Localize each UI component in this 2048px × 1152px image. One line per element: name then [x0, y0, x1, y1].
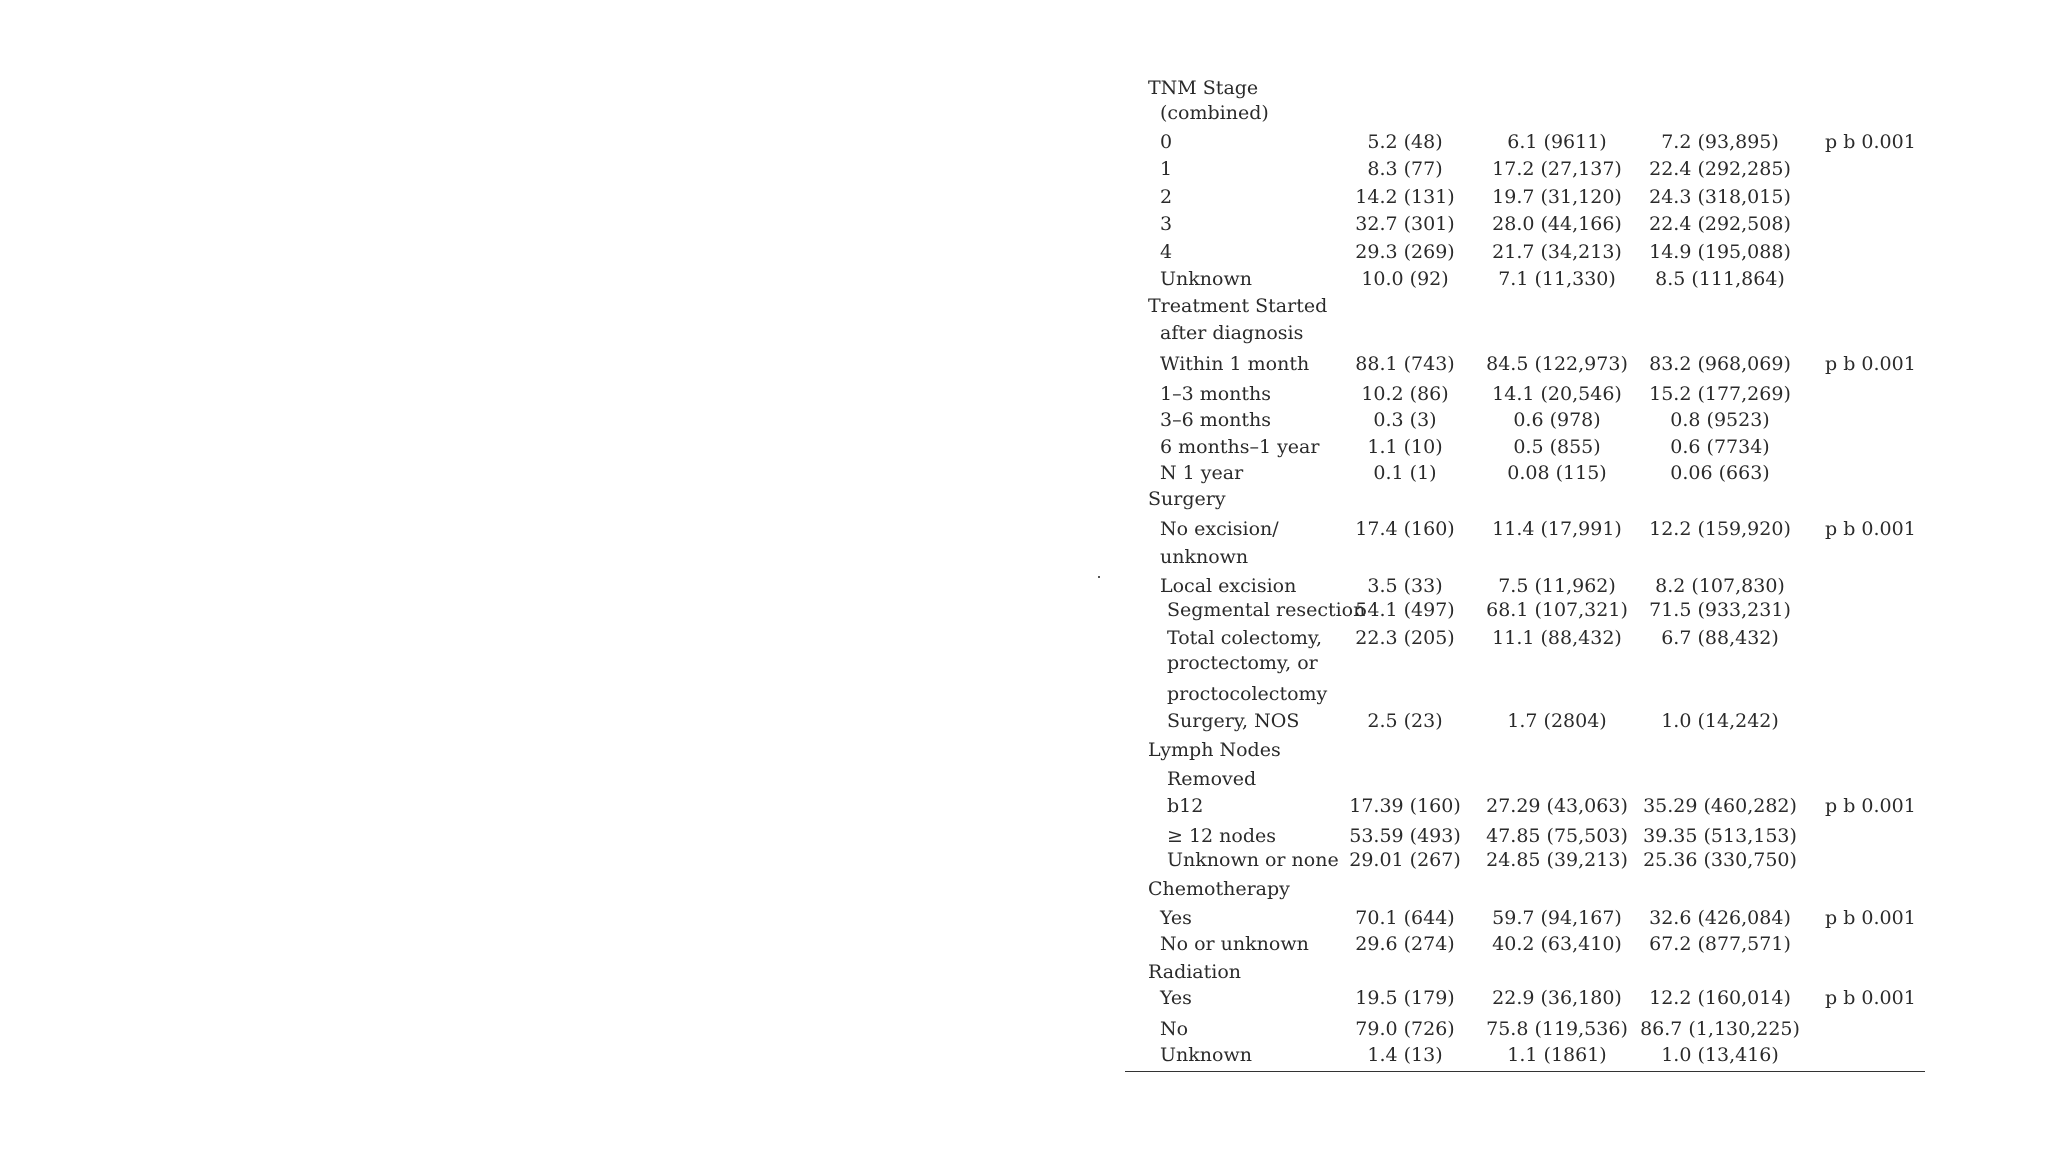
cell-col-b: 21.7 (34,213) — [1492, 241, 1622, 263]
cell-col-c: 14.9 (195,088) — [1649, 241, 1791, 263]
cell-col-c: 24.3 (318,015) — [1649, 186, 1791, 208]
cell-col-b: 68.1 (107,321) — [1486, 599, 1628, 621]
cell-col-b: 14.1 (20,546) — [1492, 383, 1622, 405]
cell-col-b: 27.29 (43,063) — [1486, 795, 1628, 817]
table-row — [0, 157, 2048, 181]
row-label: after diagnosis — [1160, 322, 1304, 344]
cell-col-c: 15.2 (177,269) — [1649, 383, 1791, 405]
row-label: 4 — [1160, 241, 1173, 263]
cell-col-a: 70.1 (644) — [1355, 907, 1455, 929]
row-label: No — [1160, 1018, 1189, 1040]
cell-p-value: p b 0.001 — [1825, 987, 1916, 1009]
row-label: 1–3 months — [1160, 383, 1272, 405]
cell-col-b: 1.1 (1861) — [1507, 1044, 1607, 1066]
table-row — [0, 848, 2048, 872]
row-label: Lymph Nodes — [1148, 739, 1281, 761]
row-label: Chemotherapy — [1148, 878, 1290, 900]
cell-col-b: 17.2 (27,137) — [1492, 158, 1622, 180]
cell-col-b: 1.7 (2804) — [1507, 710, 1607, 732]
cell-col-c: 0.6 (7734) — [1670, 436, 1770, 458]
row-label: No or unknown — [1160, 933, 1309, 955]
row-label: No excision/ — [1160, 518, 1279, 540]
cell-col-b: 84.5 (122,973) — [1486, 353, 1628, 375]
table-row — [0, 767, 2048, 791]
cell-col-a: 19.5 (179) — [1355, 987, 1455, 1009]
cell-col-b: 0.5 (855) — [1513, 436, 1601, 458]
table-row — [0, 545, 2048, 569]
cell-col-a: 8.3 (77) — [1367, 158, 1443, 180]
row-label: proctectomy, or — [1167, 652, 1318, 674]
cell-col-c: 35.29 (460,282) — [1643, 795, 1797, 817]
table-row — [0, 130, 2048, 154]
cell-col-c: 22.4 (292,508) — [1649, 213, 1791, 235]
cell-col-c: 8.5 (111,864) — [1655, 268, 1785, 290]
cell-col-a: 53.59 (493) — [1349, 825, 1461, 847]
row-label: Surgery, NOS — [1167, 710, 1300, 732]
cell-col-a: 79.0 (726) — [1355, 1018, 1455, 1040]
cell-col-b: 24.85 (39,213) — [1486, 849, 1628, 871]
cell-col-c: 1.0 (14,242) — [1661, 710, 1779, 732]
cell-col-a: 5.2 (48) — [1367, 131, 1443, 153]
table-row — [0, 101, 2048, 125]
table-row — [0, 932, 2048, 956]
cell-p-value: p b 0.001 — [1825, 907, 1916, 929]
cell-p-value: p b 0.001 — [1825, 131, 1916, 153]
cell-col-a: 14.2 (131) — [1355, 186, 1455, 208]
table-row — [0, 626, 2048, 650]
table-row — [0, 294, 2048, 318]
row-label: Yes — [1160, 907, 1192, 929]
cell-col-a: 88.1 (743) — [1355, 353, 1455, 375]
cell-col-a: 29.3 (269) — [1355, 241, 1455, 263]
cell-col-b: 11.4 (17,991) — [1492, 518, 1622, 540]
cell-col-c: 0.06 (663) — [1670, 462, 1770, 484]
cell-col-c: 6.7 (88,432) — [1661, 627, 1779, 649]
table-row — [0, 906, 2048, 930]
row-label: 3 — [1160, 213, 1173, 235]
cell-col-a: 22.3 (205) — [1355, 627, 1455, 649]
table-row — [0, 960, 2048, 984]
row-label: Unknown or none — [1167, 849, 1339, 871]
row-label: 1 — [1160, 158, 1173, 180]
table-bottom-rule — [1125, 1071, 1925, 1072]
cell-col-a: 54.1 (497) — [1355, 599, 1455, 621]
cell-col-a: 0.1 (1) — [1373, 462, 1437, 484]
table-row — [0, 382, 2048, 406]
cell-col-b: 7.5 (11,962) — [1498, 575, 1616, 597]
row-label: unknown — [1160, 546, 1249, 568]
row-label: Local excision — [1160, 575, 1297, 597]
row-label: Unknown — [1160, 1044, 1252, 1066]
cell-col-a: 29.01 (267) — [1349, 849, 1461, 871]
table-row — [0, 824, 2048, 848]
row-label: Removed — [1167, 768, 1257, 790]
cell-col-a: 1.1 (10) — [1367, 436, 1443, 458]
table-row — [0, 738, 2048, 762]
table-row — [0, 461, 2048, 485]
cell-col-a: 2.5 (23) — [1367, 710, 1443, 732]
cell-col-b: 59.7 (94,167) — [1492, 907, 1622, 929]
row-label: Surgery — [1148, 488, 1226, 510]
table-row — [0, 185, 2048, 209]
cell-col-c: 86.7 (1,130,225) — [1640, 1018, 1800, 1040]
cell-col-a: 17.39 (160) — [1349, 795, 1461, 817]
cell-col-b: 11.1 (88,432) — [1492, 627, 1622, 649]
cell-col-a: 32.7 (301) — [1355, 213, 1455, 235]
cell-col-b: 22.9 (36,180) — [1492, 987, 1622, 1009]
cell-col-a: 10.2 (86) — [1361, 383, 1449, 405]
table-row — [0, 794, 2048, 818]
table-row — [0, 1017, 2048, 1041]
cell-p-value: p b 0.001 — [1825, 518, 1916, 540]
cell-col-c: 25.36 (330,750) — [1643, 849, 1797, 871]
cell-col-c: 71.5 (933,231) — [1649, 599, 1791, 621]
cell-col-c: 0.8 (9523) — [1670, 409, 1770, 431]
table-row — [0, 352, 2048, 376]
cell-col-b: 40.2 (63,410) — [1492, 933, 1622, 955]
cell-col-b: 7.1 (11,330) — [1498, 268, 1616, 290]
table-row — [0, 487, 2048, 511]
cell-col-c: 83.2 (968,069) — [1649, 353, 1791, 375]
table-row — [0, 709, 2048, 733]
table-row — [0, 598, 2048, 622]
cell-col-c: 32.6 (426,084) — [1649, 907, 1791, 929]
cell-col-b: 28.0 (44,166) — [1492, 213, 1622, 235]
cell-p-value: p b 0.001 — [1825, 795, 1916, 817]
table-row — [0, 986, 2048, 1010]
cell-col-a: 3.5 (33) — [1367, 575, 1443, 597]
table-row — [0, 877, 2048, 901]
row-label: Unknown — [1160, 268, 1252, 290]
row-label: N 1 year — [1160, 462, 1244, 484]
row-label: 0 — [1160, 131, 1173, 153]
cell-col-c: 1.0 (13,416) — [1661, 1044, 1779, 1066]
row-label: (combined) — [1160, 102, 1269, 124]
cell-col-b: 0.08 (115) — [1507, 462, 1607, 484]
cell-col-c: 12.2 (160,014) — [1649, 987, 1791, 1009]
table-row — [0, 435, 2048, 459]
table-row — [0, 517, 2048, 541]
cell-col-c: 22.4 (292,285) — [1649, 158, 1791, 180]
row-label: Total colectomy, — [1167, 627, 1323, 649]
row-label: 2 — [1160, 186, 1173, 208]
table-row — [0, 651, 2048, 675]
row-label: Within 1 month — [1160, 353, 1310, 375]
row-label: Treatment Started — [1148, 295, 1328, 317]
table-row — [0, 267, 2048, 291]
cell-col-a: 0.3 (3) — [1373, 409, 1437, 431]
row-label: TNM Stage — [1148, 77, 1259, 99]
cell-col-a: 17.4 (160) — [1355, 518, 1455, 540]
cell-col-b: 75.8 (119,536) — [1486, 1018, 1628, 1040]
row-label: ≥ 12 nodes — [1167, 825, 1277, 847]
row-label: Yes — [1160, 987, 1192, 1009]
cell-col-a: 29.6 (274) — [1355, 933, 1455, 955]
cell-col-b: 47.85 (75,503) — [1486, 825, 1628, 847]
row-label: Segmental resection — [1167, 599, 1366, 621]
cell-col-c: 7.2 (93,895) — [1661, 131, 1779, 153]
cell-col-b: 0.6 (978) — [1513, 409, 1601, 431]
table-row — [0, 408, 2048, 432]
row-label: 6 months–1 year — [1160, 436, 1320, 458]
row-label: 3–6 months — [1160, 409, 1272, 431]
cell-col-c: 12.2 (159,920) — [1649, 518, 1791, 540]
cell-col-c: 67.2 (877,571) — [1649, 933, 1791, 955]
table-row — [0, 1043, 2048, 1067]
cell-col-c: 39.35 (513,153) — [1643, 825, 1797, 847]
table-row — [0, 212, 2048, 236]
table-row — [0, 574, 2048, 598]
cell-p-value: p b 0.001 — [1825, 353, 1916, 375]
row-label: proctocolectomy — [1167, 683, 1328, 705]
row-label: Radiation — [1148, 961, 1242, 983]
table-row — [0, 682, 2048, 706]
table-row — [0, 240, 2048, 264]
table-row — [0, 321, 2048, 345]
cell-col-b: 19.7 (31,120) — [1492, 186, 1622, 208]
table-row — [0, 76, 2048, 100]
cell-col-a: 10.0 (92) — [1361, 268, 1449, 290]
cell-col-b: 6.1 (9611) — [1507, 131, 1607, 153]
cell-col-a: 1.4 (13) — [1367, 1044, 1443, 1066]
cell-col-c: 8.2 (107,830) — [1655, 575, 1785, 597]
row-label: b12 — [1167, 795, 1204, 817]
